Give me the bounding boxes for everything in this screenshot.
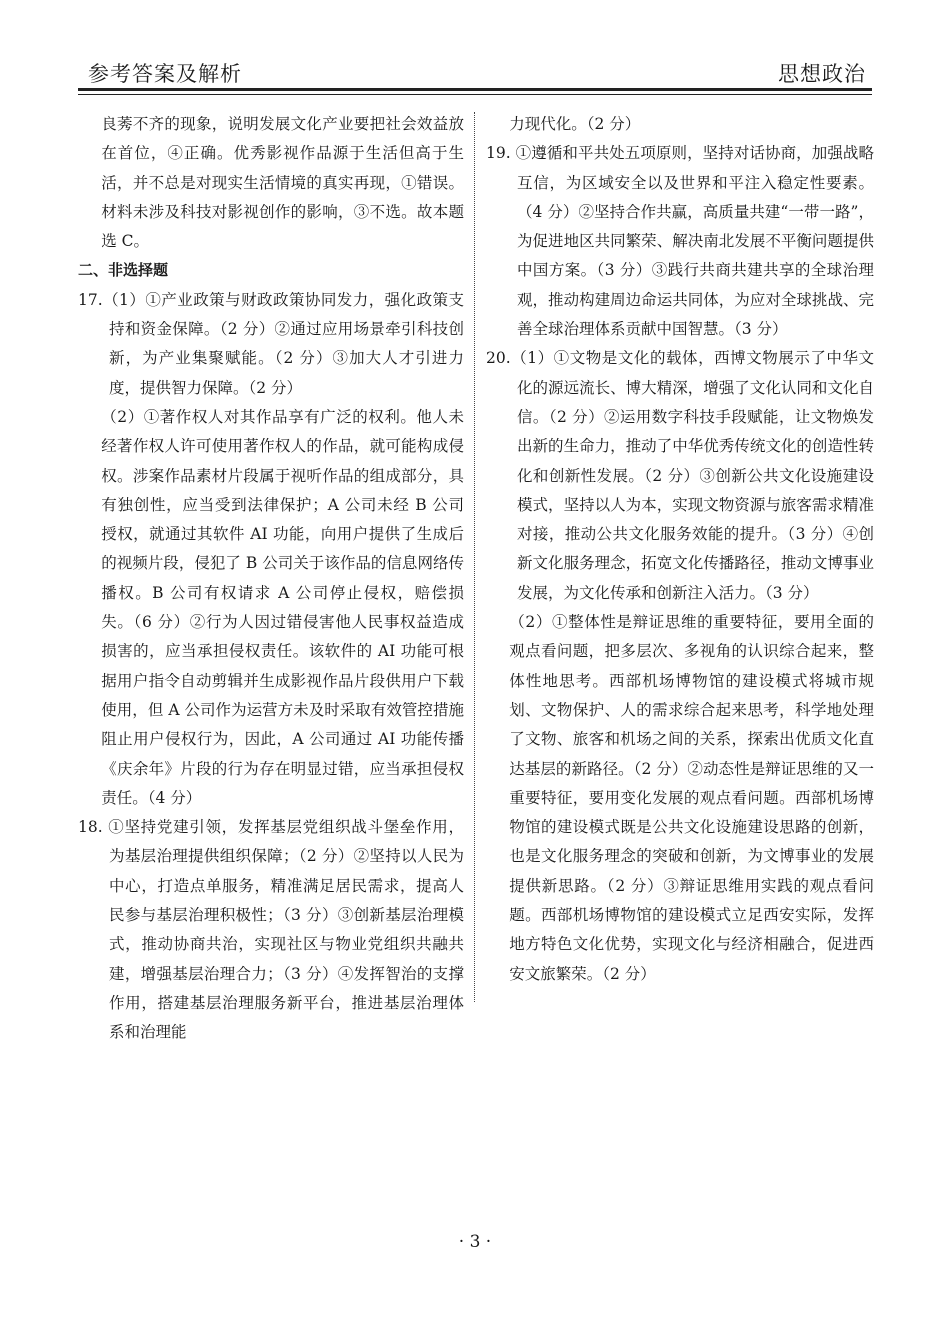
header-left-title: 参考答案及解析 bbox=[88, 62, 242, 86]
q19-answer: 19. ①遵循和平共处五项原则，坚持对话协商，加强战略互信，为区域安全以及世界和平注入稳定性要素。（4 分）②坚持合作共赢，高质量共建“一带一路”，为促进地区共同繁荣、解决南北发展不平衡问题提供中国方案。（3 分）③践行共商共建共享的全球治理观，推动构建周边命运共同体，为应对全球挑战、完善全球治理体系贡献中国智慧。（3 分） bbox=[486, 144, 874, 339]
page-number: · 3 · bbox=[458, 1232, 492, 1252]
q20-part1: 20.（1）①文物是文化的载体，西博文物展示了中华文化的源远流长、博大精深，增强了文化认同和文化自信。（2 分）②运用数字科技手段赋能，让文物焕发出新的生命力，推动了中华优秀传统文化的创造性转化和创新性发展。（2 分）③创新公共文化设施建设模式，坚持以人为本，实现文物资源与旅客需求精准对接，推动公共文化服务效能的提升。（3 分）④创新文化服务理念，拓宽文化传播路径，推动文博事业发展，为文化传承和创新注入活力。（3 分） bbox=[486, 349, 874, 602]
page-header bbox=[78, 52, 872, 88]
header-subject-title: 思想政治 bbox=[778, 62, 866, 86]
header-rule-thin bbox=[78, 94, 872, 95]
q18-answer: 18. ①坚持党建引领，发挥基层党组织战斗堡垒作用，为基层治理提供组织保障；（2 分）②坚持以人民为中心，打造点单服务，精准满足居民需求，提高人民参与基层治理积极性；（3 分）③创新基层治理模式，推动协商共治，实现社区与物业党组织共融共建，增强基层治理合力；（3 分）④发挥智治的支撑作用，搭建基层治理服务新平台，推进基层治理体系和治理能 bbox=[78, 818, 464, 1042]
header-rule-thick bbox=[78, 88, 872, 91]
left-column bbox=[78, 110, 464, 1048]
q20-part2: （2）①整体性是辩证思维的重要特征，要用全面的观点看问题，把多层次、多视角的认识综合起来，整体性地思考。西部机场博物馆的建设模式将城市规划、文物保护、人的需求综合起来思考，科学地处理了文物、旅客和机场之间的关系，探索出优质文化直达基层的新路径。（2 分）②动态性是辩证思维的又一重要特征，要用变化发展的观点看问题。西部机场博物馆的建设模式既是公共文化设施建设思路的创新，也是文化服务理念的突破和创新，为文博事业的发展提供新思路。（2 分）③辩证思维用实践的观点看问题。西部机场博物馆的建设模式立足西安实际，发挥地方特色文化优势，实现文化与经济相融合，促进西安文旅繁荣。（2 分） bbox=[509, 613, 874, 983]
q18-continuation: 力现代化。（2 分） bbox=[509, 115, 641, 133]
q16-continuation: 良莠不齐的现象，说明发展文化产业要把社会效益放在首位，④正确。优秀影视作品源于生活但高于生活，并不总是对现实生活情境的真实再现，①错误。材料未涉及科技对影视创作的影响，③不选。故本题选 C。 bbox=[101, 115, 464, 251]
section-title: 二、非选择题 bbox=[78, 261, 169, 280]
q17-part1: 17.（1）①产业政策与财政政策协同发力，强化政策支持和资金保障。（2 分）②通过应用场景牵引科技创新，为产业集聚赋能。（2 分）③加大人才引进力度，提供智力保障。（2 分） bbox=[78, 290, 464, 397]
right-column bbox=[486, 110, 874, 989]
column-divider bbox=[474, 112, 475, 1002]
q17-part2: （2）①著作权人对其作品享有广泛的权利。他人未经著作权人许可使用著作权人的作品，就可能构成侵权。涉案作品素材片段属于视听作品的组成部分，具有独创性，应当受到法律保护；A 公司未经 B 公司授权，就通过其软件 AI 功能，向用户提供了生成后的视频片段，侵犯了 B 公司关于该作品的信息网络传播权。B 公司有权请求 A 公司停止侵权，赔偿损失。（6 分）②行为人因过错侵害他人民事权益造成损害的，应当承担侵权责任。该软件的 AI 功能可根据用户指令自动剪辑并生成影视作品片段供用户下载使用，但 A 公司作为运营方未及时采取有效管控措施阻止用户侵权行为，因此，A 公司通过 AI 功能传播《庆余年》片段的行为存在明显过错，应当承担侵权责任。（4 分） bbox=[101, 407, 464, 807]
